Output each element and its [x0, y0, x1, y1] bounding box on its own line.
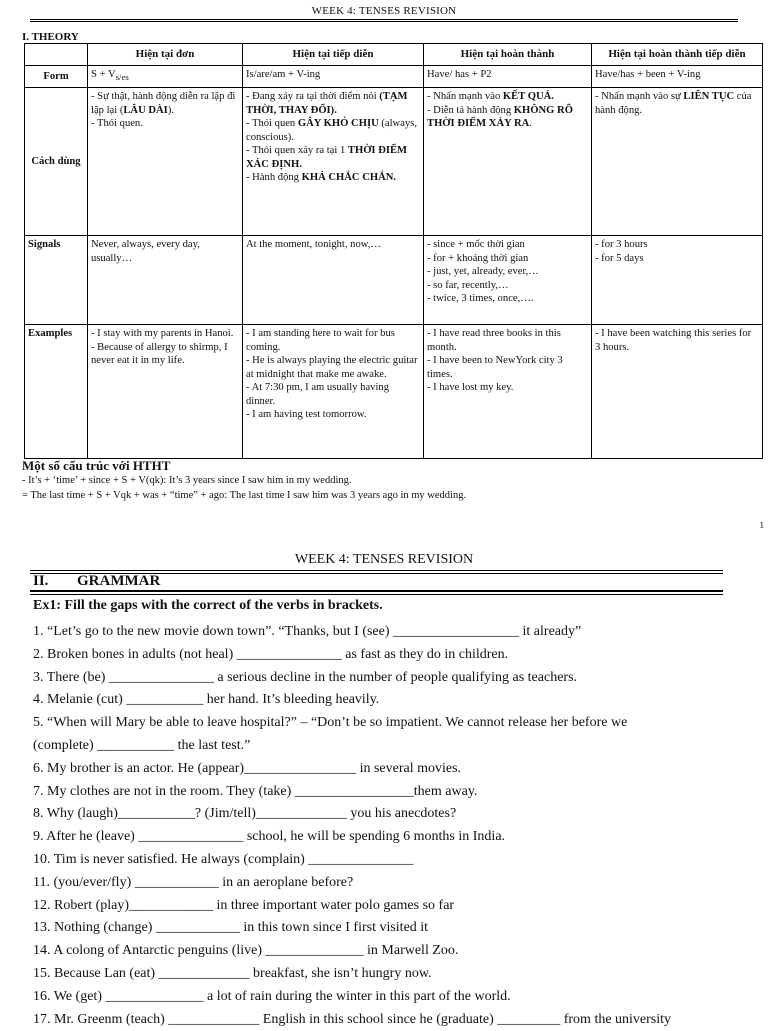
column-header	[25, 44, 88, 66]
cell-line: - I stay with my parents in Hanoi.	[91, 328, 234, 339]
cell-line: - I am standing here to wait for bus coming.	[246, 328, 395, 353]
exercise-item: 2. Broken bones in adults (not heal) _______________ as fast as they do in children.	[33, 646, 509, 662]
column-header: Hiện tại đơn	[88, 44, 243, 66]
cell-line: Never, always, every day, usually…	[91, 239, 200, 264]
table-cell	[424, 236, 592, 325]
cell-line: Have/ has + P2	[427, 69, 492, 80]
cell-line: Is/are/am + V-ing	[246, 69, 321, 80]
page-header: WEEK 4: TENSES REVISION	[311, 5, 457, 17]
exercise-item: 13. Nothing (change) ____________ in this town since I first visited it	[33, 920, 429, 936]
table-cell	[243, 88, 424, 236]
table-cell	[243, 325, 424, 459]
table-cell	[592, 66, 763, 88]
structure-line: = The last time + S + Vqk + was + “time” + ago: The last time I saw him was 3 years ago in my wedding.	[22, 490, 467, 501]
structure-line: - It’s + ‘time’ + since + S + V(qk): It’s 3 years since I saw him in my wedding.	[22, 475, 352, 486]
section-rule	[30, 594, 723, 595]
cell-line: - Nhấn mạnh vào KẾT QUẢ.	[427, 91, 554, 102]
exercise-item: 11. (you/ever/fly) ____________ in an aeroplane before?	[33, 874, 354, 890]
tenses-table	[24, 43, 763, 459]
page-number: 1	[759, 520, 764, 530]
table-cell	[88, 66, 243, 88]
cell-line: At the moment, tonight, now,…	[246, 239, 381, 250]
exercise-item: 8. Why (laugh)___________? (Jim/tell)_____________ you his anecdotes?	[33, 806, 457, 822]
row-label: Cách dùng	[25, 88, 88, 236]
section-title: GRAMMAR	[77, 573, 161, 589]
row-label: Examples	[25, 325, 88, 459]
cell-line: - At 7:30 pm, I am usually having dinner.	[246, 382, 389, 407]
row-label: Signals	[25, 236, 88, 325]
cell-line: - I have been to NewYork city 3 times.	[427, 355, 563, 380]
section-rule	[30, 590, 723, 592]
exercise-item: (complete) ___________ the last test.”	[33, 737, 251, 753]
exercise-item: 5. “When will Mary be able to leave hospital?” – “Don’t be so impatient. We cannot release her before we	[33, 715, 628, 731]
section-number: II.	[33, 573, 49, 589]
exercise-item: 17. Mr. Greenm (teach) _____________ English in this school since he (graduate) _________ from the university	[33, 1011, 672, 1027]
grammar-page	[0, 540, 768, 1027]
cell-line: - He is always playing the electric guitar at midnight that make me awake.	[246, 355, 418, 380]
table-cell	[243, 66, 424, 88]
column-header: Hiện tại hoàn thành	[424, 44, 592, 66]
cell-line: - for 3 hours	[595, 239, 648, 250]
cell-line: - Diễn tả hành động KHÔNG RÕ THỜI ĐIỂM XẢY RA.	[427, 104, 573, 129]
exercise-item: 7. My clothes are not in the room. They (take) _________________them away.	[33, 783, 478, 799]
cell-line: - I am having test tomorrow.	[246, 409, 367, 420]
table-cell	[592, 88, 763, 236]
cell-line: - just, yet, already, ever,…	[427, 266, 539, 277]
cell-line: Have/has + been + V-ing	[595, 69, 701, 80]
cell-line: - I have lost my key.	[427, 382, 514, 393]
table-cell	[243, 236, 424, 325]
cell-line: - Thói quen GÂY KHÓ CHỊU (always, conscious).	[246, 118, 417, 143]
exercise-item: 9. After he (leave) _______________ school, he will be spending 6 months in India.	[33, 829, 506, 845]
row-label: Form	[25, 66, 88, 88]
table-cell	[592, 236, 763, 325]
cell-line: - twice, 3 times, once,….	[427, 293, 534, 304]
exercise-item: 4. Melanie (cut) ___________ her hand. It’s bleeding heavily.	[33, 692, 380, 708]
cell-line: - Nhấn mạnh vào sự LIÊN TỤC của hành động.	[595, 91, 752, 116]
table-cell	[88, 236, 243, 325]
cell-line: - Đang xảy ra tại thời điểm nói (TẠM THỜI, THAY ĐỔI).	[246, 91, 408, 116]
cell-line: - Because of allergy to shirmp, I never eat it in my life.	[91, 341, 228, 366]
table-header-row	[25, 44, 763, 66]
section-heading	[33, 573, 160, 590]
exercise-item: 3. There (be) _______________ a serious decline in the number of people qualifying as teachers.	[33, 669, 578, 685]
table-cell	[424, 88, 592, 236]
exercise-item: 14. A colong of Antarctic penguins (live) ______________ in Marwell Zoo.	[33, 943, 459, 959]
cell-line: - Thói quen xảy ra tại 1 THỜI ĐIỂM XÁC ĐỊNH.	[246, 145, 408, 170]
exercise-item: 6. My brother is an actor. He (appear)________________ in several movies.	[33, 760, 462, 776]
cell-line: - Thói quen.	[91, 118, 143, 129]
table-cell	[424, 66, 592, 88]
table-row	[25, 88, 763, 236]
table-row	[25, 236, 763, 325]
structures-title: Một số cấu trúc với HTHT	[22, 458, 171, 473]
cell-line: - for + khoảng thời gian	[427, 252, 529, 264]
cell-line: - I have been watching this series for 3 hours.	[595, 328, 752, 353]
page-header: WEEK 4: TENSES REVISION	[294, 552, 474, 567]
header-rule	[30, 21, 738, 22]
section-title: I. THEORY	[22, 31, 79, 43]
column-header: Hiện tại hoàn thành tiếp diễn	[592, 44, 763, 66]
cell-line: - for 5 days	[595, 252, 644, 264]
column-header: Hiện tại tiếp diễn	[243, 44, 424, 66]
table-cell	[88, 325, 243, 459]
exercise-item: 15. Because Lan (eat) _____________ breakfast, she isn’t hungry now.	[33, 965, 432, 981]
exercise-item: 10. Tim is never satisfied. He always (complain) _______________	[33, 851, 414, 867]
table-row	[25, 325, 763, 459]
header-rule	[30, 570, 723, 571]
cell-line: - Hành động KHẢ CHẮC CHẮN.	[246, 172, 397, 183]
cell-line: - since + mốc thời gian	[427, 239, 525, 250]
table-cell	[592, 325, 763, 459]
table-cell	[424, 325, 592, 459]
exercise-item: 12. Robert (play)____________ in three important water polo games so far	[33, 897, 455, 913]
cell-line: - Sự thật, hành động diễn ra lặp đi lặp lại (LÂU DÀI).	[91, 91, 236, 116]
header-rule	[30, 19, 738, 20]
cell-line: - so far, recently,…	[427, 279, 509, 291]
exercise-title: Ex1: Fill the gaps with the correct of the verbs in brackets.	[33, 598, 383, 613]
exercise-item: 16. We (get) ______________ a lot of rain during the winter in this part of the world.	[33, 988, 511, 1004]
exercise-item: 1. “Let’s go to the new movie down town”. “Thanks, but I (see) __________________ it already”	[33, 624, 582, 639]
table-row	[25, 66, 763, 88]
table-cell	[88, 88, 243, 236]
cell-line: - I have read three books in this month.	[427, 328, 561, 353]
cell-line: $S + V_{s/es}$	[91, 69, 129, 83]
exercise-list	[33, 621, 733, 1031]
